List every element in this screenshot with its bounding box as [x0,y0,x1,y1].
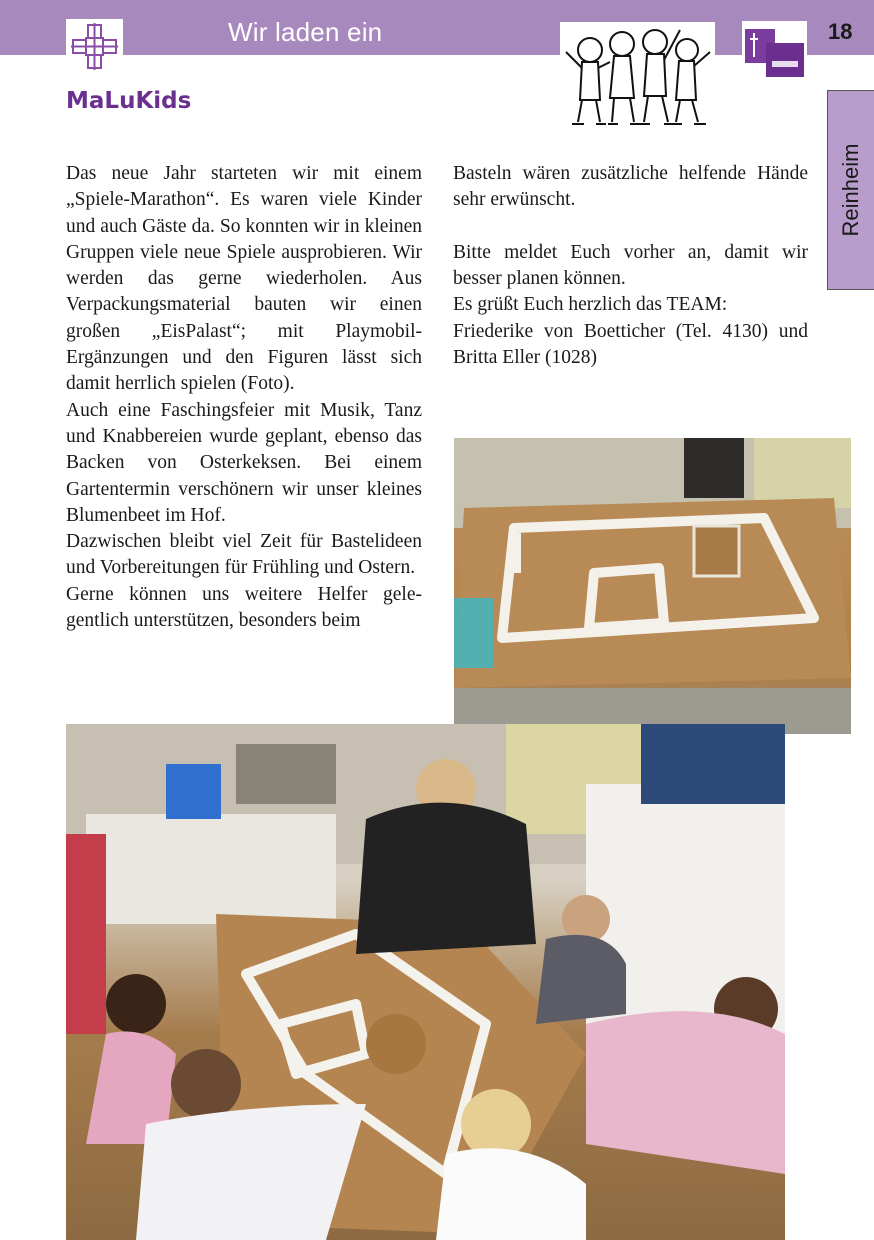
paragraph: Dazwischen bleibt viel Zeit für Bastelideen und Vorbereitungen für Frühling und Ostern. [66,531,422,579]
article-left-column [66,161,422,634]
spacer [453,214,808,240]
page-number: 18 [828,19,853,44]
section-title: MaLuKids [66,88,192,114]
side-tab [827,90,874,290]
cross-logo-icon [66,19,123,74]
kids-cartoon-icon [560,22,715,130]
article-right-column [453,161,808,371]
paragraph: Friederike von Boetticher (Tel. 4130) und Britta Eller (1028) [453,320,808,369]
paragraph: Es grüßt Euch herzlich das TEAM: [453,294,728,316]
church-logo-icon [742,21,807,79]
paragraph: Basteln wären zusätzliche helfende Hände sehr erwünscht. [453,163,808,211]
paragraph: Auch eine Faschingsfeier mit Musik, Tanz und Knabbereien wurde geplant, ebenso das Backen von Osterkeksen. Bei einem Gartentermin verschönern wir unser kleines Blumenbeet im Hof. [66,399,422,526]
header-title: Wir laden ein [228,17,383,47]
kids-crafting-photo [66,724,785,1240]
side-tab-label: Reinheim [838,143,863,237]
paragraph: Gerne können uns weitere Helfer gelegentlich unterstützen, besonders beim [66,583,422,632]
paragraph: Bitte meldet Euch vorher an, damit wir besser planen können. [453,241,808,290]
paragraph: Das neue Jahr starteten wir mit einem „Spiele-Marathon“. Es waren viele Kinder und auch Gäste da. So konnten wir in kleinen Gruppen viele neue Spiele ausprobieren. Wir werden das gerne wiederholen. Aus Verpackungsmaterial bauten wir einen großen „EisPalast“; mit Playmobil-Ergänzungen und den Figuren lässt sich damit herrlich spielen (Foto). [66,163,422,395]
ice-palace-photo [454,438,851,734]
